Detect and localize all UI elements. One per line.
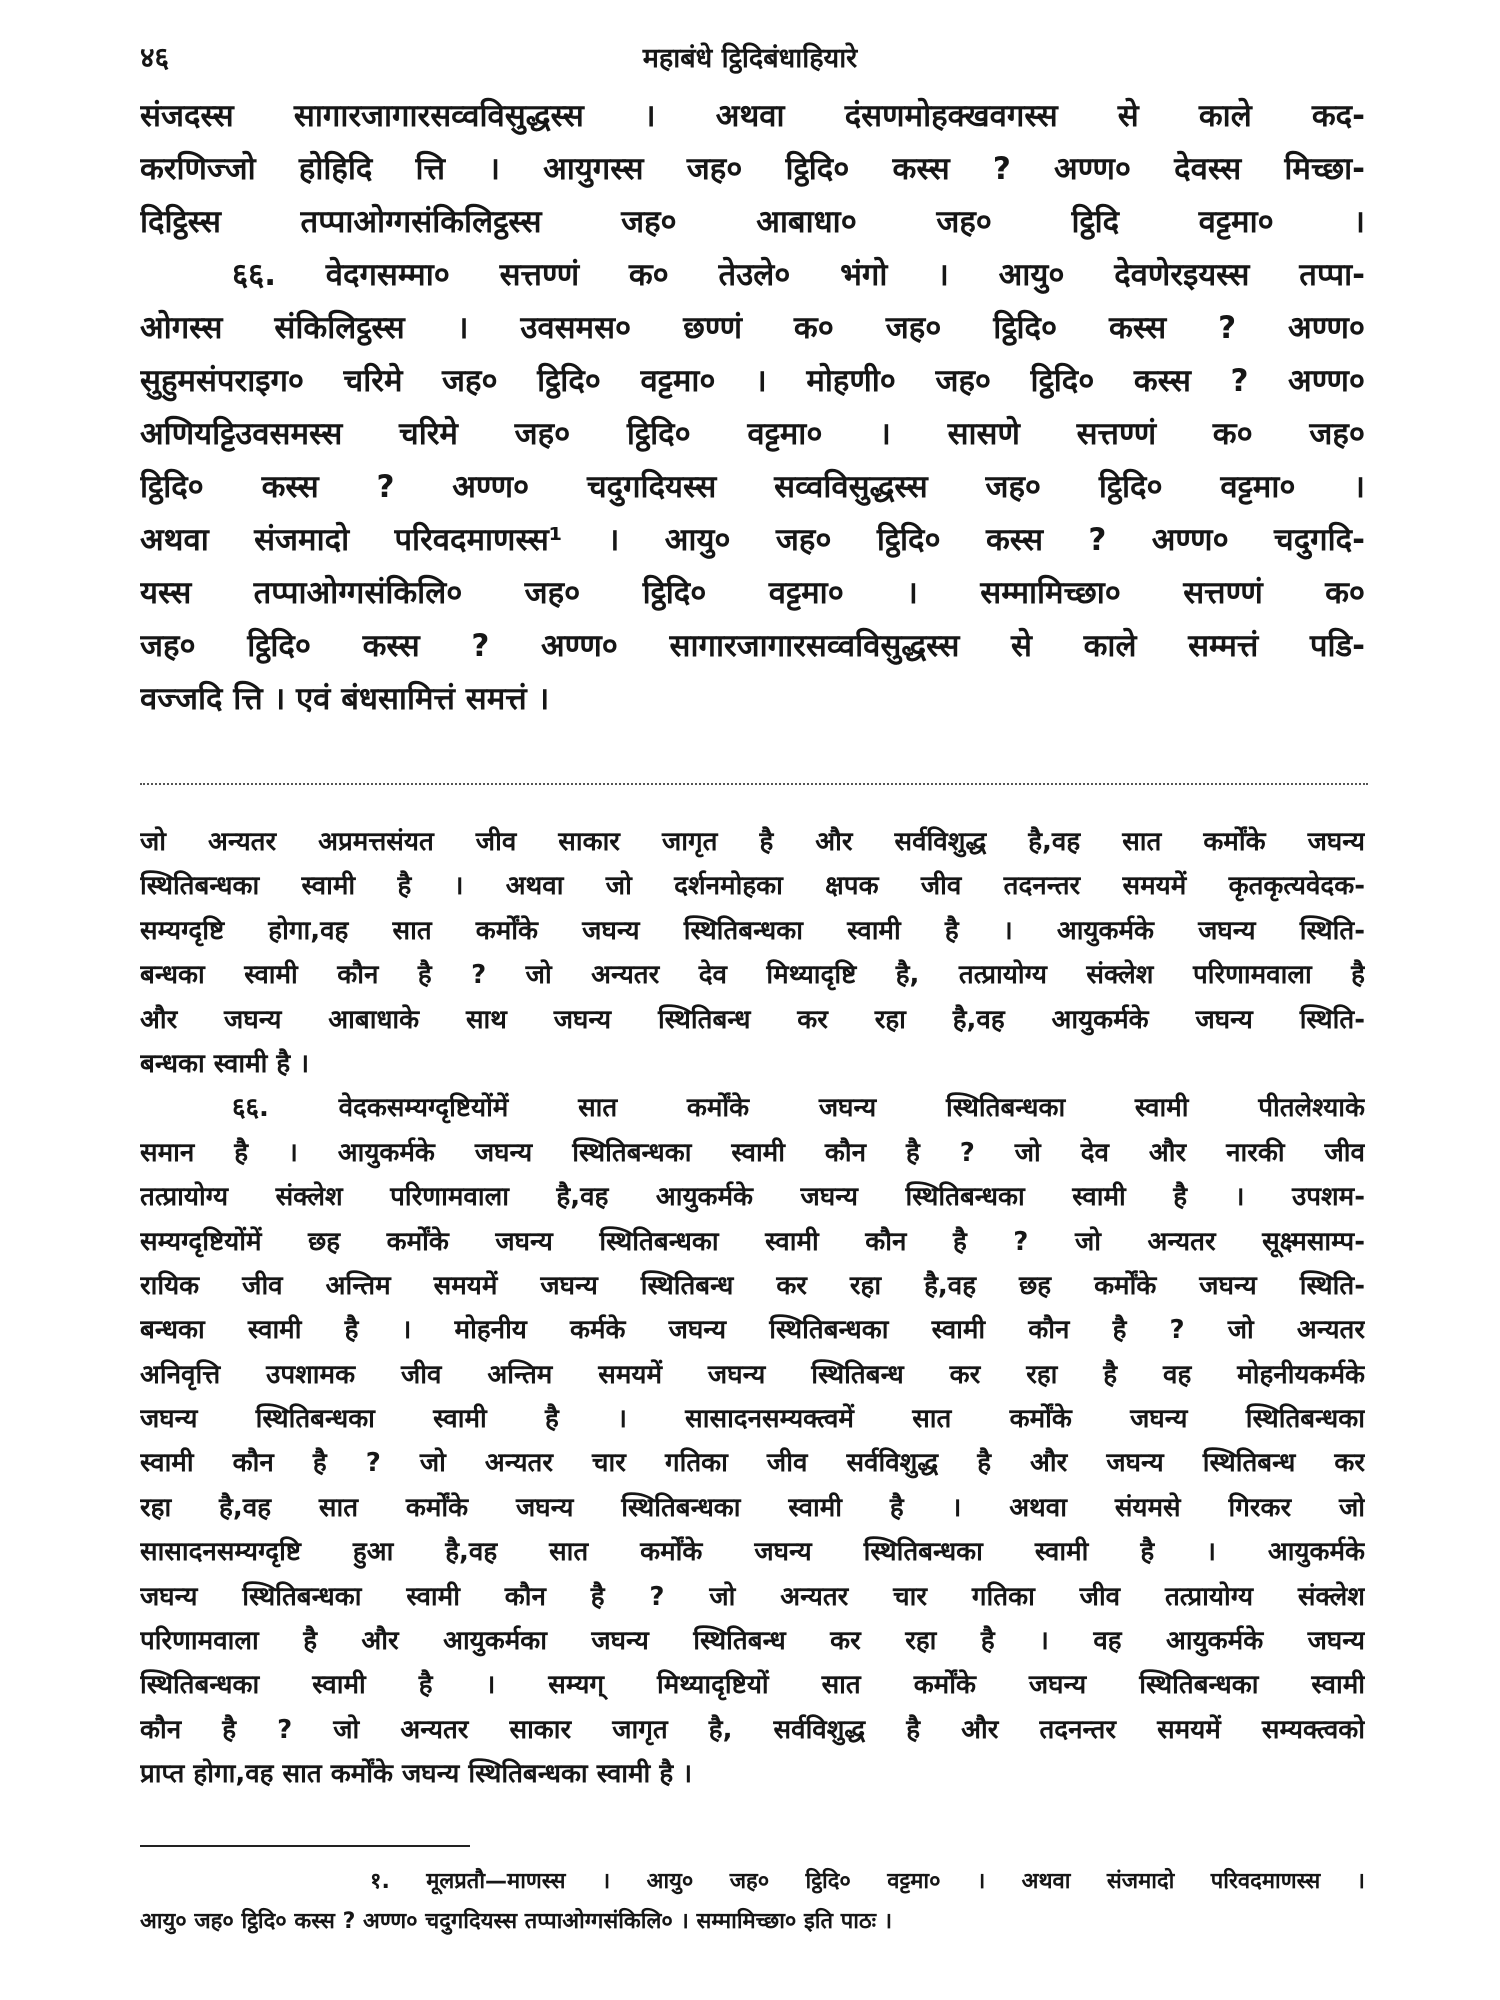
footnote-rule <box>140 1845 470 1847</box>
prakrit-line: करणिज्जो होहिदि त्ति । आयुगस्स जह० ट्ठिदि० कस्स ? अण्ण० देवस्स मिच्छा- <box>140 151 1365 187</box>
hindi-line: रहा है,वह सात कर्मोंके जघन्य स्थितिबन्धका स्वामी है । अथवा संयमसे गिरकर जो <box>140 1492 1365 1523</box>
prakrit-line: अथवा संजमादो परिवदमाणस्स¹ । आयु० जह० ट्ठिदि० कस्स ? अण्ण० चदुगदि- <box>140 522 1365 558</box>
hindi-line: स्थितिबन्धका स्वामी है । सम्यग् मिथ्यादृष्टियों सात कर्मोंके जघन्य स्थितिबन्धका स्वामी <box>140 1670 1365 1701</box>
prakrit-line: ओगस्स संकिलिट्ठस्स । उवसमस० छण्णं क० जह० ट्ठिदि० कस्स ? अण्ण० <box>140 310 1365 346</box>
prakrit-line: दिट्ठिस्स तप्पाओग्गसंकिलिट्ठस्स जह० आबाधा० जह० ट्ठिदि वट्टमा० । <box>140 204 1365 240</box>
footnote-line: १. मूलप्रतौ—माणस्स । आयु० जह० ट्ठिदि० वट्टमा० । अथवा संजमादो परिवदमाणस्स । <box>370 1869 1365 1894</box>
hindi-line: और जघन्य आबाधाके साथ जघन्य स्थितिबन्ध कर रहा है,वह आयुकर्मके जघन्य स्थिति- <box>140 1004 1365 1035</box>
prakrit-line: ६६. वेदगसम्मा० सत्तण्णं क० तेउले० भंगो । आयु० देवणेरइयस्स तप्पा- <box>232 257 1365 293</box>
hindi-line: बन्धका स्वामी है । <box>140 1048 310 1079</box>
hindi-line: बन्धका स्वामी है । मोहनीय कर्मके जघन्य स्थितिबन्धका स्वामी कौन है ? जो अन्यतर <box>140 1315 1365 1346</box>
hindi-line: प्राप्त होगा,वह सात कर्मोंके जघन्य स्थितिबन्धका स्वामी है । <box>140 1759 693 1790</box>
hindi-line: परिणामवाला है और आयुकर्मका जघन्य स्थितिबन्ध कर रहा है । वह आयुकर्मके जघन्य <box>140 1626 1365 1657</box>
hindi-line: स्वामी कौन है ? जो अन्यतर चार गतिका जीव सर्वविशुद्ध है और जघन्य स्थितिबन्ध कर <box>140 1448 1365 1479</box>
hindi-translation-block <box>140 820 1365 1797</box>
running-title: महाबंधे ट्ठिदिबंधाहियारे <box>642 43 858 74</box>
hindi-line: समान है । आयुकर्मके जघन्य स्थितिबन्धका स्वामी कौन है ? जो देव और नारकी जीव <box>140 1137 1365 1168</box>
hindi-line: रायिक जीव अन्तिम समयमें जघन्य स्थितिबन्ध कर रहा है,वह छह कर्मोंके जघन्य स्थिति- <box>140 1270 1365 1301</box>
hindi-line: कौन है ? जो अन्यतर साकार जागृत है, सर्वविशुद्ध है और तदनन्तर समयमें सम्यक्त्वको <box>140 1714 1365 1745</box>
hindi-line: स्थितिबन्धका स्वामी है । अथवा जो दर्शनमोहका क्षपक जीव तदनन्तर समयमें कृतकृत्यवेदक- <box>140 871 1365 902</box>
hindi-line: जघन्य स्थितिबन्धका स्वामी है । सासादनसम्यक्त्वमें सात कर्मोंके जघन्य स्थितिबन्धका <box>140 1404 1365 1435</box>
hindi-line: सम्यग्दृष्टि होगा,वह सात कर्मोंके जघन्य स्थितिबन्धका स्वामी है । आयुकर्मके जघन्य स्थिति- <box>140 915 1365 946</box>
prakrit-text-block <box>140 90 1365 726</box>
page-header <box>0 38 1500 78</box>
prakrit-line: ट्ठिदि० कस्स ? अण्ण० चदुगदियस्स सव्वविसुद्धस्स जह० ट्ठिदि० वट्टमा० । <box>140 469 1365 505</box>
hindi-line: जघन्य स्थितिबन्धका स्वामी कौन है ? जो अन्यतर चार गतिका जीव तत्प्रायोग्य संक्लेश <box>140 1581 1365 1612</box>
hindi-line: तत्प्रायोग्य संक्लेश परिणामवाला है,वह आयुकर्मके जघन्य स्थितिबन्धका स्वामी है । उपशम- <box>140 1182 1365 1213</box>
hindi-line: जो अन्यतर अप्रमत्तसंयत जीव साकार जागृत है और सर्वविशुद्ध है,वह सात कर्मोंके जघन्य <box>140 827 1365 857</box>
prakrit-line: यस्स तप्पाओग्गसंकिलि० जह० ट्ठिदि० वट्टमा० । सम्मामिच्छा० सत्तण्णं क० <box>140 575 1365 611</box>
prakrit-line: सुहुमसंपराइग० चरिमे जह० ट्ठिदि० वट्टमा० । मोहणी० जह० ट्ठिदि० कस्स ? अण्ण० <box>140 363 1365 399</box>
prakrit-line: वज्जदि त्ति । एवं बंधसामित्तं समत्तं । <box>140 681 550 717</box>
hindi-line: बन्धका स्वामी कौन है ? जो अन्यतर देव मिथ्यादृष्टि है, तत्प्रायोग्य संक्लेश परिणामवाला है <box>140 960 1365 991</box>
hindi-line: सम्यग्दृष्टियोंमें छह कर्मोंके जघन्य स्थितिबन्धका स्वामी कौन है ? जो अन्यतर सूक्ष्मसाम्प- <box>140 1226 1365 1257</box>
page-number: ४६ <box>140 41 170 74</box>
hindi-line: ६६. वेदकसम्यग्दृष्टियोंमें सात कर्मोंके जघन्य स्थितिबन्धका स्वामी पीतलेश्याके <box>232 1093 1365 1124</box>
prakrit-line: जह० ट्ठिदि० कस्स ? अण्ण० सागारजागारसव्वविसुद्धस्स से काले सम्मत्तं पडि- <box>140 628 1365 664</box>
prakrit-line: अणियट्टिउवसमस्स चरिमे जह० ट्ठिदि० वट्टमा० । सासणे सत्तण्णं क० जह० <box>140 416 1365 452</box>
prakrit-line: संजदस्स सागारजागारसव्वविसुद्धस्स । अथवा दंसणमोहक्खवगस्स से काले कद- <box>140 98 1365 134</box>
section-divider <box>140 783 1368 785</box>
hindi-line: अनिवृत्ति उपशामक जीव अन्तिम समयमें जघन्य स्थितिबन्ध कर रहा है वह मोहनीयकर्मके <box>140 1359 1365 1390</box>
hindi-line: सासादनसम्यग्दृष्टि हुआ है,वह सात कर्मोंके जघन्य स्थितिबन्धका स्वामी है । आयुकर्मके <box>140 1537 1365 1568</box>
footnote-line: आयु० जह० ट्ठिदि० कस्स ? अण्ण० चदुगदियस्स तप्पाओग्गसंकिलि० । सम्मामिच्छा० इति पाठः । <box>140 1909 893 1934</box>
footnotes-block <box>140 1862 1365 1942</box>
